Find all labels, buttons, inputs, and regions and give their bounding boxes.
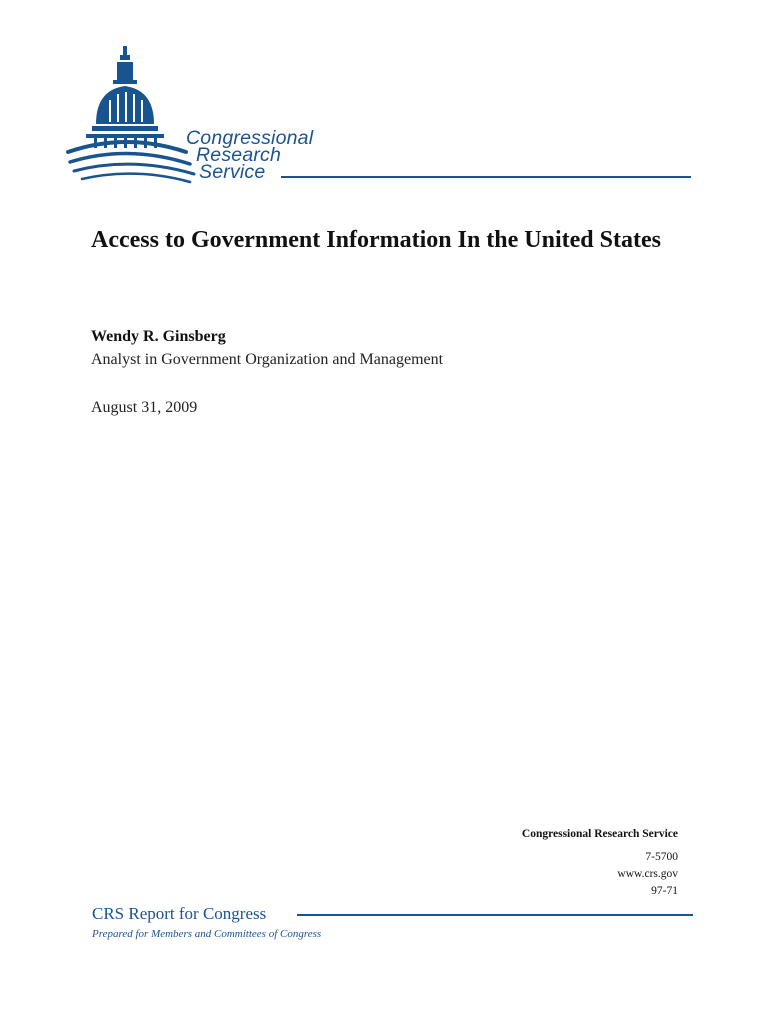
publisher-code: 7-5700 [645,851,678,863]
crs-logo-text [186,127,314,183]
report-number: 97-71 [651,885,678,897]
author-name: Wendy R. Ginsberg [91,328,226,345]
crs-logo [66,40,696,190]
footer-subtitle: Prepared for Members and Committees of Congress [92,928,322,940]
author-position: Analyst in Government Organization and Management [91,351,444,368]
logo-line-2: Research [196,144,282,166]
footer-rule [297,914,693,916]
footer-report-label: CRS Report for Congress [92,904,267,923]
logo-line-3: Service [199,161,266,183]
publisher-block [522,826,678,900]
logo-line-1: Congressional [186,127,314,149]
report-date: August 31, 2009 [91,399,198,416]
publisher-name: Congressional Research Service [521,828,678,840]
publisher-website: www.crs.gov [617,868,678,880]
report-title: Access to Government Information In the United States [91,227,661,253]
capitol-dome-icon [66,40,696,190]
